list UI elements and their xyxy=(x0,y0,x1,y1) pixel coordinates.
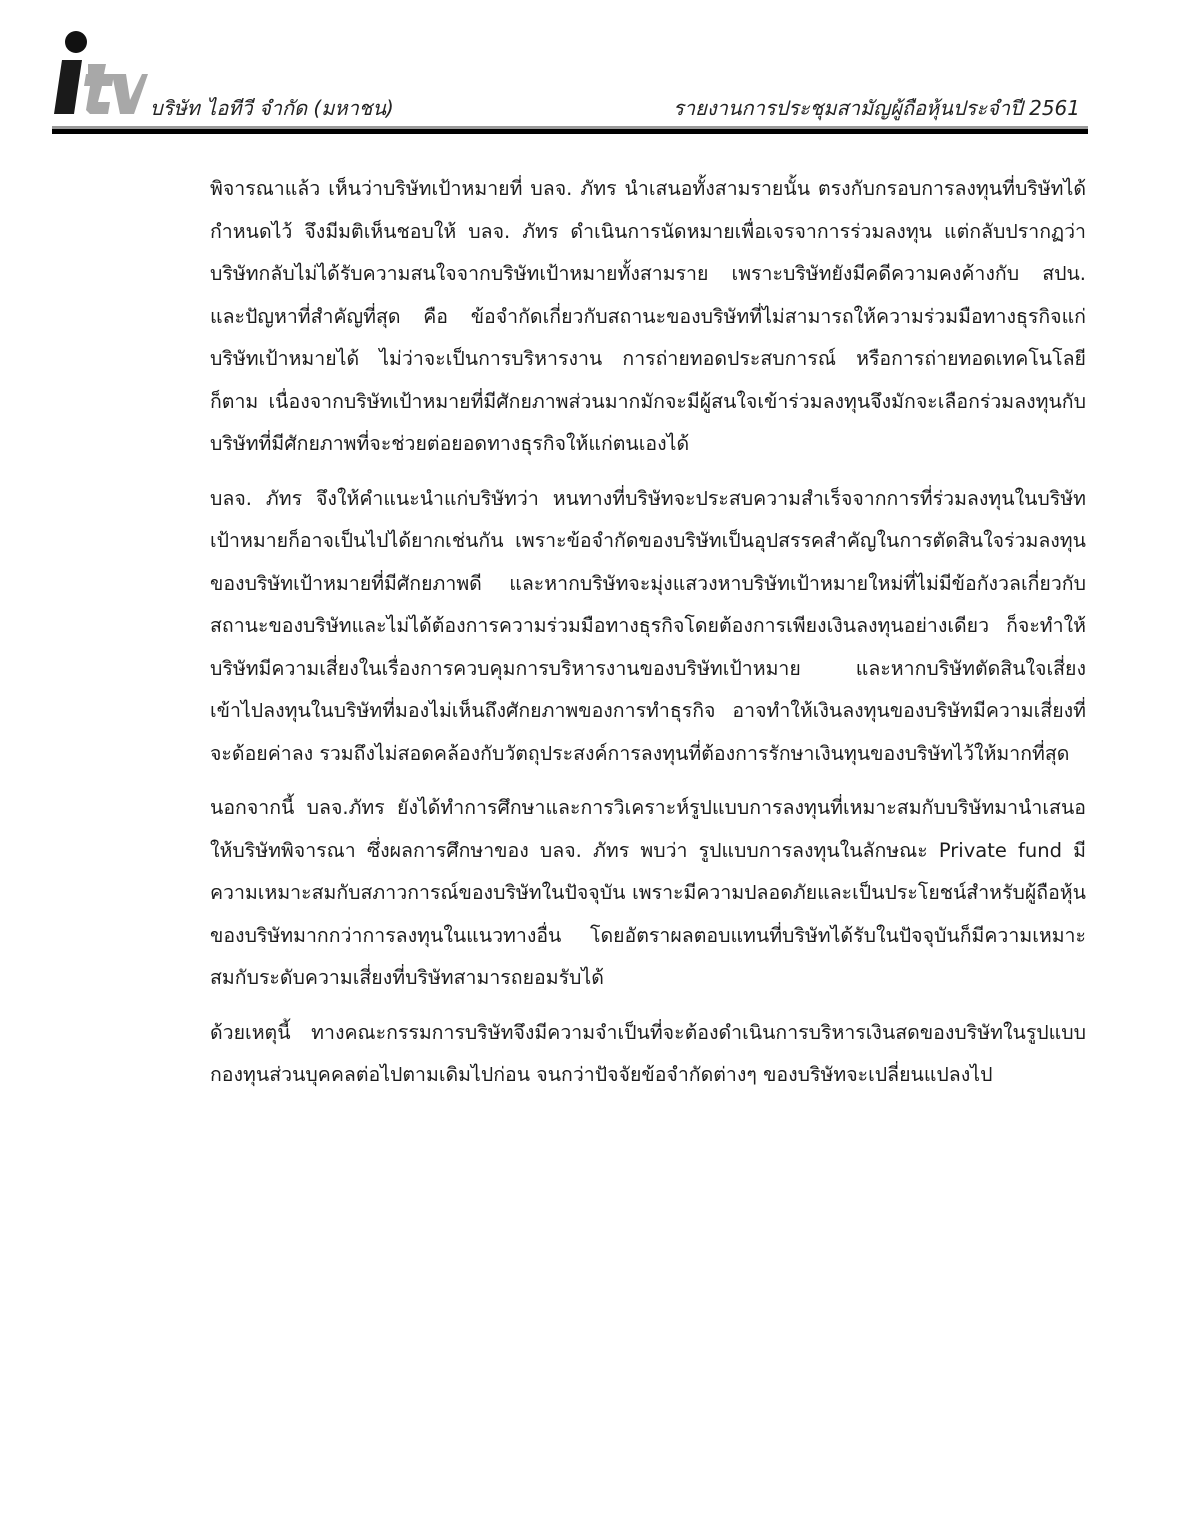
document-body xyxy=(210,168,1086,1109)
company-name: บริษัท ไอทีวี จำกัด (มหาชน) xyxy=(150,96,394,120)
paragraph: นอกจากนี้ บลจ.ภัทร ยังได้ทำการศึกษาและการวิเคราะห์รูปแบบการลงทุนที่เหมาะสมกับบริษัทมานำเสนอให้บริษัทพิจารณา ซึ่งผลการศึกษาของ บลจ. ภัทร พบว่า รูปแบบการลงทุนในลักษณะ Private fund มีความเหมาะสมกับสภาวการณ์ของบริษัทในปัจจุบัน เพราะมีความปลอดภัยและเป็นประโยชน์สำหรับผู้ถือหุ้นของบริษัทมากกว่าการลงทุนในแนวทางอื่น โดยอัตราผลตอบแทนที่บริษัทได้รับในปัจจุบันก็มีความเหมาะสมกับระดับความเสี่ยงที่บริษัทสามารถยอมรับได้ xyxy=(210,796,1086,989)
header-divider xyxy=(52,126,1088,134)
paragraph: บลจ. ภัทร จึงให้คำแนะนำแก่บริษัทว่า หนทางที่บริษัทจะประสบความสำเร็จจากการที่ร่วมลงทุนในบริษัทเป้าหมายก็อาจเป็นไปได้ยากเช่นกัน เพราะข้อจำกัดของบริษัทเป็นอุปสรรคสำคัญในการตัดสินใจร่วมลงทุนของบริษัทเป้าหมายที่มีศักยภาพดี และหากบริษัทจะมุ่งแสวงหาบริษัทเป้าหมายใหม่ที่ไม่มีข้อกังวลเกี่ยวกับสถานะของบริษัทและไม่ได้ต้องการความร่วมมือทางธุรกิจโดยต้องการเพียงเงินลงทุนอย่างเดียว ก็จะทำให้บริษัทมีความเสี่ยงในเรื่องการควบคุมการบริหารงานของบริษัทเป้าหมาย และหากบริษัทตัดสินใจเสี่ยงเข้าไปลงทุนในบริษัทที่มองไม่เห็นถึงศักยภาพของการทำธุรกิจ อาจทำให้เงินลงทุนของบริษัทมีความเสี่ยงที่จะด้อยค่าลง รวมถึงไม่สอดคล้องกับวัตถุประสงค์การลงทุนที่ต้องการรักษาเงินทุนของบริษัทไว้ให้มากที่สุด xyxy=(210,486,1086,765)
paragraph: พิจารณาแล้ว เห็นว่าบริษัทเป้าหมายที่ บลจ. ภัทร นำเสนอทั้งสามรายนั้น ตรงกับกรอบการลงทุนที่บริษัทได้กำหนดไว้ จึงมีมติเห็นชอบให้ บลจ. ภัทร ดำเนินการนัดหมายเพื่อเจรจาการร่วมลงทุน แต่กลับปรากฏว่า บริษัทกลับไม่ได้รับความสนใจจากบริษัทเป้าหมายทั้งสามราย เพราะบริษัทยังมีคดีความคงค้างกับ สปน. และปัญหาที่สำคัญที่สุด คือ ข้อจำกัดเกี่ยวกับสถานะของบริษัทที่ไม่สามารถให้ความร่วมมือทางธุรกิจแก่บริษัทเป้าหมายได้ ไม่ว่าจะเป็นการบริหารงาน การถ่ายทอดประสบการณ์ หรือการถ่ายทอดเทคโนโลยีก็ตาม เนื่องจากบริษัทเป้าหมายที่มีศักยภาพส่วนมากมักจะมีผู้สนใจเข้าร่วมลงทุนจึงมักจะเลือกร่วมลงทุนกับบริษัทที่มีศักยภาพที่จะช่วยต่อยอดทางธุรกิจให้แก่ตนเองได้ xyxy=(210,177,1086,455)
page-header xyxy=(52,28,1088,128)
paragraph: ด้วยเหตุนี้ ทางคณะกรรมการบริษัทจึงมีความจำเป็นที่จะต้องดำเนินการบริหารเงินสดของบริษัทในรูปแบบกองทุนส่วนบุคคลต่อไปตามเดิมไปก่อน จนกว่าปัจจัยข้อจำกัดต่างๆ ของบริษัทจะเปลี่ยนแปลงไป xyxy=(210,1020,1086,1086)
itv-logo-icon xyxy=(52,28,148,118)
report-title: รายงานการประชุมสามัญผู้ถือหุ้นประจำปี 2561 xyxy=(673,96,1080,120)
